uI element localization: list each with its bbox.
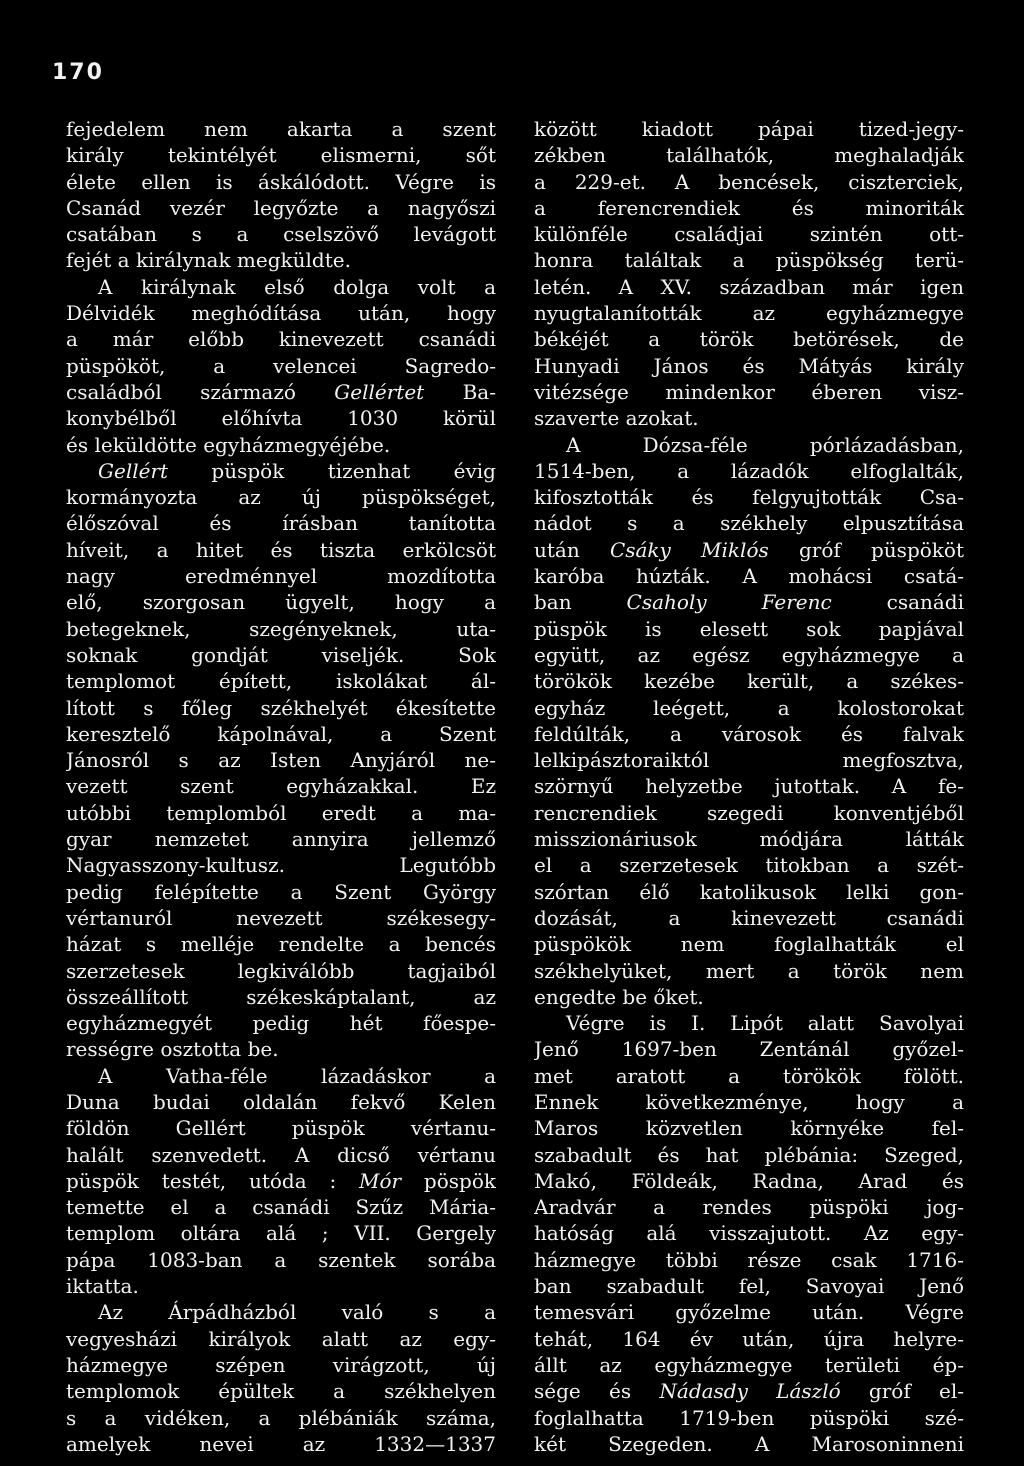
text-line: törökök kezébe került, a székes- bbox=[534, 669, 964, 694]
text-line: templomot épített, iskolákat ál- bbox=[66, 669, 496, 694]
text-line: szörnyű helyzetbe jutottak. A fe- bbox=[534, 774, 964, 799]
text-line: utóbbi templomból eredt a ma- bbox=[66, 800, 496, 825]
text-line: 1514-ben, a lázadók elfoglalták, bbox=[534, 458, 964, 483]
text-line: pápa 1083-ban a szentek sorába bbox=[66, 1247, 496, 1272]
text-line: Ennek következménye, hogy a bbox=[534, 1089, 964, 1114]
text-line: püspök testét, utóda : Mór pöspök bbox=[66, 1168, 496, 1193]
text-line: püspök is elesett sok papjával bbox=[534, 616, 964, 641]
text-line: sége és Nádasdy László gróf el- bbox=[534, 1379, 964, 1404]
text-line: házmegye szépen virágzott, új bbox=[66, 1352, 496, 1377]
text-line: összeállított székeskáptalant, az bbox=[66, 984, 496, 1009]
text-line: amelyek nevei az 1332—1337 bbox=[66, 1431, 496, 1456]
text-line: házat s melléje rendelte a bencés bbox=[66, 932, 496, 957]
text-line: templomok épültek a székhelyen bbox=[66, 1379, 496, 1404]
text-line: házmegye többi része csak 1716- bbox=[534, 1247, 964, 1272]
text-line: élőszóval és írásban tanította bbox=[66, 511, 496, 536]
text-line: különféle családjai szintén ott- bbox=[534, 222, 964, 247]
text-line: konybélből előhívta 1030 körül bbox=[66, 406, 496, 431]
text-line: iktatta. bbox=[66, 1274, 139, 1299]
text-line: szabadult és hat plébánia: Szeged, bbox=[534, 1142, 964, 1167]
text-line: Nagyasszony-kultusz. Legutóbb bbox=[66, 853, 496, 878]
left-text-column bbox=[66, 116, 496, 1457]
text-line: csatában s a cselszövő levágott bbox=[66, 222, 496, 247]
text-line: pedig felépítette a Szent György bbox=[66, 879, 496, 904]
text-line: Maros közvetlen környéke fel- bbox=[534, 1116, 964, 1141]
text-line: hatóság alá visszajutott. Az egy- bbox=[534, 1221, 964, 1246]
text-line: szórtan élő katolikusok lelki gon- bbox=[534, 879, 964, 904]
text-line: betegeknek, szegényeknek, uta- bbox=[66, 616, 496, 641]
text-line: szerzetesek legkiválóbb tagjaiból bbox=[66, 958, 496, 983]
text-line: király tekintélyét elismerni, sőt bbox=[66, 143, 496, 168]
text-line: s a vidéken, a plébániák száma, bbox=[66, 1405, 496, 1430]
text-line: A királynak első dolga volt a bbox=[98, 274, 496, 299]
text-line: székhelyüket, mert a török nem bbox=[534, 958, 964, 983]
text-line: híveit, a hitet és tiszta erkölcsöt bbox=[66, 537, 496, 562]
text-line: temette el a csanádi Szűz Mária- bbox=[66, 1195, 496, 1220]
text-line: családból származó Gellértet Ba- bbox=[66, 379, 496, 404]
text-line: Jánosról s az Isten Anyjáról ne- bbox=[66, 748, 496, 773]
text-line: Végre is I. Lipót alatt Savolyai bbox=[566, 1011, 964, 1036]
text-line: Hunyadi János és Mátyás király bbox=[534, 353, 964, 378]
text-line: fejét a királynak megküldte. bbox=[66, 248, 351, 273]
text-line: a már előbb kinevezett csanádi bbox=[66, 327, 496, 352]
text-line: fejedelem nem akarta a szent bbox=[66, 117, 496, 141]
text-line: keresztelő kápolnával, a Szent bbox=[66, 721, 496, 746]
text-line: engedte be őket. bbox=[534, 984, 704, 1009]
text-line: után Csáky Miklós gróf püspököt bbox=[534, 537, 964, 562]
text-line: ban Csaholy Ferenc csanádi bbox=[534, 590, 964, 615]
text-line: letén. A XV. században már igen bbox=[534, 274, 964, 299]
text-line: A Dózsa-féle pórlázadásban, bbox=[566, 432, 964, 457]
text-line: el a szerzetesek titokban a szét- bbox=[534, 853, 964, 878]
text-line: püspököt, a velencei Sagredo- bbox=[66, 353, 496, 378]
text-line: vegyesházi királyok alatt az egy- bbox=[66, 1326, 496, 1351]
text-line: temesvári győzelme után. Végre bbox=[534, 1300, 964, 1325]
text-line: egyházmegyét pedig hét főespe- bbox=[66, 1011, 496, 1036]
text-line: karóba húzták. A mohácsi csatá- bbox=[534, 564, 964, 589]
text-line: szaverte azokat. bbox=[534, 406, 699, 431]
text-line: békéjét a török betörések, de bbox=[534, 327, 964, 352]
text-line: lelkipásztoraiktól megfosztva, bbox=[534, 748, 964, 773]
text-line: nagy eredménnyel mozdította bbox=[66, 564, 496, 589]
text-line: a 229-et. A bencések, ciszterciek, bbox=[534, 169, 964, 194]
text-line: Aradvár a rendes püspöki jog- bbox=[534, 1195, 964, 1220]
text-line: püspökök nem foglalhatták el bbox=[534, 932, 964, 957]
text-line: A Vatha-féle lázadáskor a bbox=[98, 1063, 496, 1088]
text-line: rességre osztotta be. bbox=[66, 1037, 279, 1062]
text-line: nyugtalanították az egyházmegye bbox=[534, 301, 964, 326]
text-line: Csanád vezér legyőzte a nagyőszi bbox=[66, 195, 496, 220]
right-text-column bbox=[534, 116, 964, 1457]
text-line: dozását, a kinevezett csanádi bbox=[534, 905, 964, 930]
text-line: halált szenvedett. A dicső vértanu bbox=[66, 1142, 496, 1167]
text-line: és leküldötte egyházmegyéjébe. bbox=[66, 432, 391, 457]
text-line: rencrendiek szegedi konventjéből bbox=[534, 800, 964, 825]
text-line: Jenő 1697-ben Zentánál győzel- bbox=[534, 1037, 964, 1062]
text-line: soknak gondját viseljék. Sok bbox=[66, 642, 496, 667]
text-line: nádot s a székhely elpusztítása bbox=[534, 511, 964, 536]
text-line: Gellért püspök tizenhat évig bbox=[98, 458, 496, 483]
text-line: vitézsége mindenkor éberen visz- bbox=[534, 379, 964, 404]
text-line: kifosztották és felgyujtották Csa- bbox=[534, 485, 964, 510]
text-line: ban szabadult fel, Savoyai Jenő bbox=[534, 1274, 964, 1299]
text-line: között kiadott pápai tized-jegy- bbox=[534, 117, 964, 141]
text-line: egyház leégett, a kolostorokat bbox=[534, 695, 964, 720]
text-line: földön Gellért püspök vértanu- bbox=[66, 1116, 496, 1141]
text-line: Duna budai oldalán fekvő Kelen bbox=[66, 1089, 496, 1114]
text-line: Délvidék meghódítása után, hogy bbox=[66, 301, 496, 326]
text-line: tehát, 164 év után, újra helyre- bbox=[534, 1326, 964, 1351]
text-line: élete ellen is áskálódott. Végre is bbox=[66, 169, 496, 194]
text-line: állt az egyházmegye területi ép- bbox=[534, 1352, 964, 1377]
text-line: feldúlták, a városok és falvak bbox=[534, 721, 964, 746]
text-line: két Szegeden. A Marosoninneni bbox=[534, 1431, 964, 1456]
text-line: misszionáriusok módjára látták bbox=[534, 827, 964, 852]
text-line: honra találtak a püspökség terü- bbox=[534, 248, 964, 273]
text-line: kormányozta az új püspökséget, bbox=[66, 485, 496, 510]
text-line: foglalhatta 1719-ben püspöki szé- bbox=[534, 1405, 964, 1430]
text-line: vezett szent egyházakkal. Ez bbox=[66, 774, 496, 799]
text-line: gyar nemzetet annyira jellemző bbox=[66, 827, 496, 852]
text-line: elő, szorgosan ügyelt, hogy a bbox=[66, 590, 496, 615]
text-line: zékben találhatók, meghaladják bbox=[534, 143, 964, 168]
page-number: 170 bbox=[52, 60, 104, 85]
text-line: a ferencrendiek és minoriták bbox=[534, 195, 964, 220]
text-line: együtt, az egész egyházmegye a bbox=[534, 642, 964, 667]
text-line: vértanuról nevezett székesegy- bbox=[66, 905, 496, 930]
text-line: Makó, Földeák, Radna, Arad és bbox=[534, 1168, 964, 1193]
text-line: Az Árpádházból való s a bbox=[98, 1300, 496, 1325]
text-line: lított s főleg székhelyét ékesítette bbox=[66, 695, 496, 720]
text-line: templom oltára alá ; VII. Gergely bbox=[66, 1221, 496, 1246]
text-line: met aratott a törökök fölött. bbox=[534, 1063, 964, 1088]
